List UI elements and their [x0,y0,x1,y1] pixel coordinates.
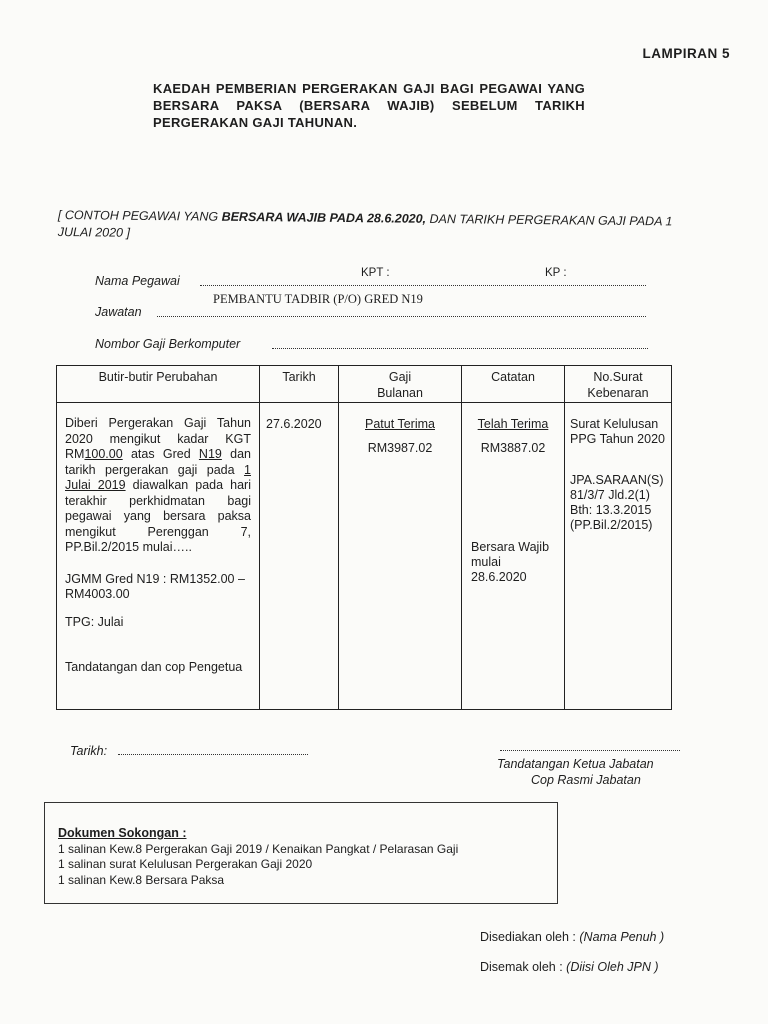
should-receive-label: Patut Terima [365,417,435,431]
received-value: RM3887.02 [480,441,546,455]
tpg-month: TPG: Julai [65,614,124,629]
col-header-remarks: Catatan [462,366,565,403]
col-header-details: Butir-butir Perubahan [57,366,260,403]
checked-by: Disemak oleh : (Diisi Oleh JPN ) [480,960,659,974]
date-label: Tarikh: [70,744,108,758]
approval-letter: Surat Kelulusan PPG Tahun 2020 [570,417,665,446]
position-value: PEMBANTU TADBIR (P/O) GRED N19 [213,292,423,306]
col-header-letter: No.Surat Kebenaran [565,366,672,403]
official-stamp-label: Cop Rasmi Jabatan [531,773,641,787]
name-label: Nama Pegawai [95,274,180,288]
salary-no-line [272,348,648,349]
jpa-reference: JPA.SARAAN(S) 81/3/7 Jld.2(1) Bth: 13.3.2015 (PP.Bil.2/2015) [570,473,664,532]
list-item: 1 salinan Kew.8 Pergerakan Gaji 2019 / Kenaikan Pangkat / Pelarasan Gaji [58,841,459,856]
col-header-salary: Gaji Bulanan [339,366,462,403]
signature-stamp-label: Tandatangan dan cop Pengetua [65,660,243,674]
letter-cell [565,403,672,710]
retirement-note: Bersara Wajib mulai 28.6.2020 [471,540,550,584]
salary-no-label: Nombor Gaji Berkomputer [95,337,241,351]
example-note [58,207,678,247]
kp-label: KP : [545,267,567,279]
col-header-date: Tarikh [260,366,339,403]
date-line [118,754,308,755]
kpt-label: KPT : [361,267,390,279]
list-item: 1 salinan surat Kelulusan Pergerakan Gaji 2020 [58,857,313,871]
note-suffix: DAN TARIKH PERGERAKAN GAJI PADA 1 JULAI 2020 ] [57,211,673,240]
note-prefix: [ CONTOH PEGAWAI YANG [57,207,222,224]
salary-scale: JGMM Gred N19 : RM1352.00 – RM4003.00 [65,571,245,601]
list-item: 1 salinan Kew.8 Bersara Paksa [58,872,225,887]
documents-heading: Dokumen Sokongan : [58,826,187,840]
position-line [157,316,646,317]
salary-change-table [56,365,672,710]
details-cell [57,403,260,710]
supporting-documents [58,826,458,888]
salary-cell [339,403,462,710]
head-signature-label: Tandatangan Ketua Jabatan [497,757,654,771]
name-line [200,285,646,286]
received-label: Telah Terima [477,417,549,431]
prepared-by: Disediakan oleh : (Nama Penuh ) [480,930,665,944]
position-label: Jawatan [95,305,142,319]
note-bold: BERSARA WAJIB PADA 28.6.2020, [221,209,427,226]
remarks-cell [462,403,565,710]
table-header-row [57,366,672,403]
change-date: 27.6.2020 [266,417,322,431]
details-paragraph: Diberi Pergerakan Gaji Tahun 2020 mengikut kadar KGT RM100.00 atas Gred N19 dan tarikh pergerakan gaji pada 1 Julai 2019 diawalkan pada hari terakhir perkhidmatan bagi pegawai yang bersara paksa mengikut Perenggan 7, PP.Bil.2/2015 mulai….. [65,416,251,554]
should-receive-value: RM3987.02 [367,441,433,455]
date-cell [260,403,339,710]
signature-line [500,750,680,751]
table-row [57,403,672,710]
attachment-label: LAMPIRAN 5 [642,46,730,61]
page-title: KAEDAH PEMBERIAN PERGERAKAN GAJI BAGI PEGAWAI YANG BERSARA PAKSA (BERSARA WAJIB) SEBELUM TARIKH PERGERAKAN GAJI TAHUNAN. [153,81,585,130]
